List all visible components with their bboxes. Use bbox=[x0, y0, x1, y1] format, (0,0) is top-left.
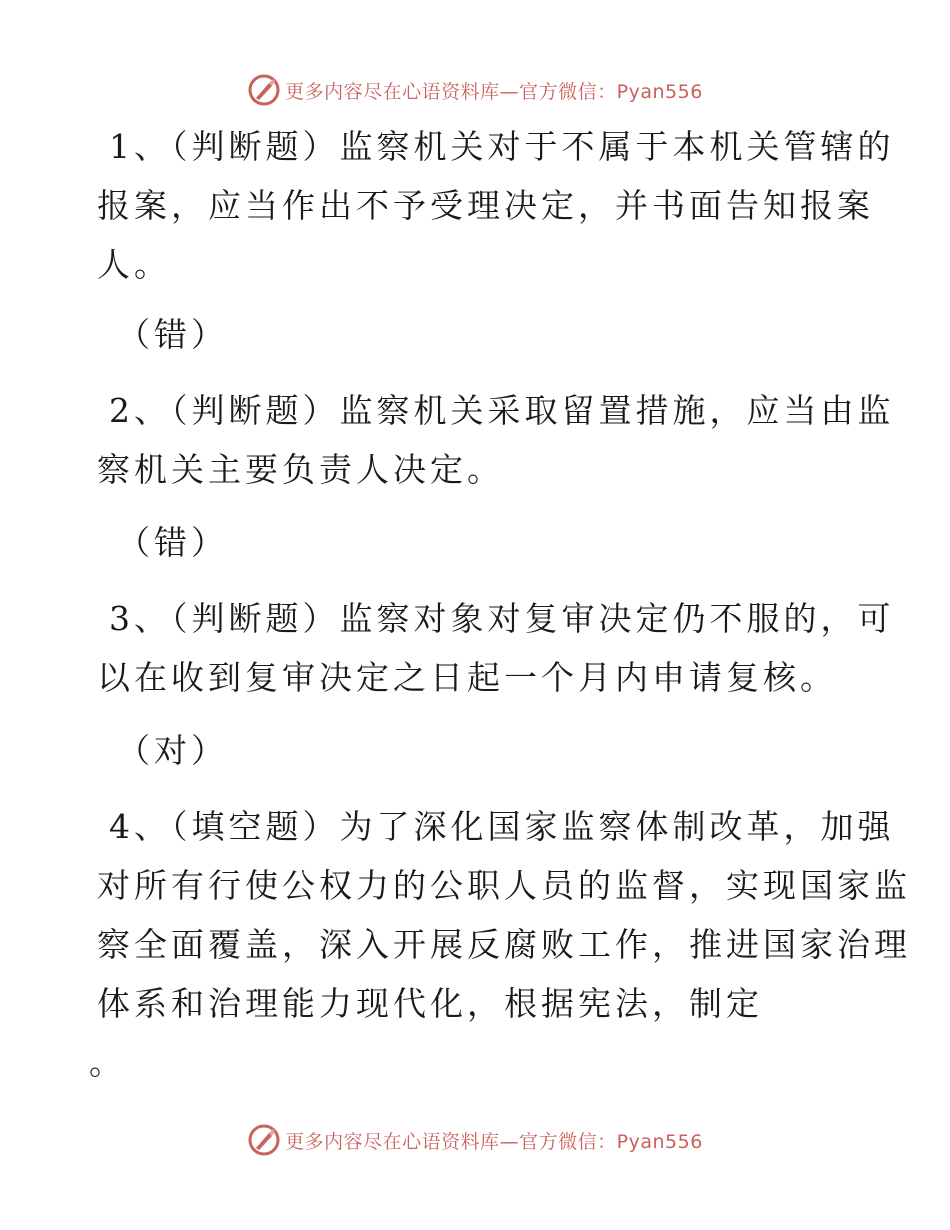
question-4-line-2: 对所有行使公权力的公职人员的监督，实现国家监 bbox=[97, 866, 911, 905]
question-1-answer: （错） bbox=[117, 315, 228, 354]
question-1-line-2: 报案，应当作出不予受理决定，并书面告知报案 bbox=[97, 186, 874, 225]
pen-seal-icon bbox=[247, 1123, 281, 1157]
banner-text: 更多内容尽在心语资料库—官方微信：Pyan556 bbox=[285, 80, 703, 103]
question-1-line-3: 人。 bbox=[97, 245, 171, 284]
question-2-line-2: 察机关主要负责人决定。 bbox=[97, 450, 504, 489]
question-4-line-3: 察全面覆盖，深入开展反腐败工作，推进国家治理 bbox=[97, 925, 911, 964]
question-4-line-1: 4、（填空题）为了深化国家监察体制改革，加强 bbox=[109, 807, 895, 846]
footer-banner bbox=[0, 1118, 950, 1162]
question-1-line-1: 1、（判断题）监察机关对于不属于本机关管辖的 bbox=[109, 127, 895, 166]
question-2-answer: （错） bbox=[117, 523, 228, 562]
question-3-answer: （对） bbox=[117, 731, 228, 770]
header-banner bbox=[0, 68, 950, 112]
question-2-line-1: 2、（判断题）监察机关采取留置措施，应当由监 bbox=[109, 391, 895, 430]
question-3-line-1: 3、（判断题）监察对象对复审决定仍不服的，可 bbox=[109, 599, 895, 638]
question-4-line-4: 体系和治理能力现代化，根据宪法，制定 bbox=[97, 984, 763, 1023]
question-4-line-5: 。 bbox=[89, 1043, 126, 1082]
pen-seal-icon bbox=[247, 73, 281, 107]
question-3-line-2: 以在收到复审决定之日起一个月内申请复核。 bbox=[97, 658, 837, 697]
banner-text: 更多内容尽在心语资料库—官方微信：Pyan556 bbox=[285, 1130, 703, 1153]
